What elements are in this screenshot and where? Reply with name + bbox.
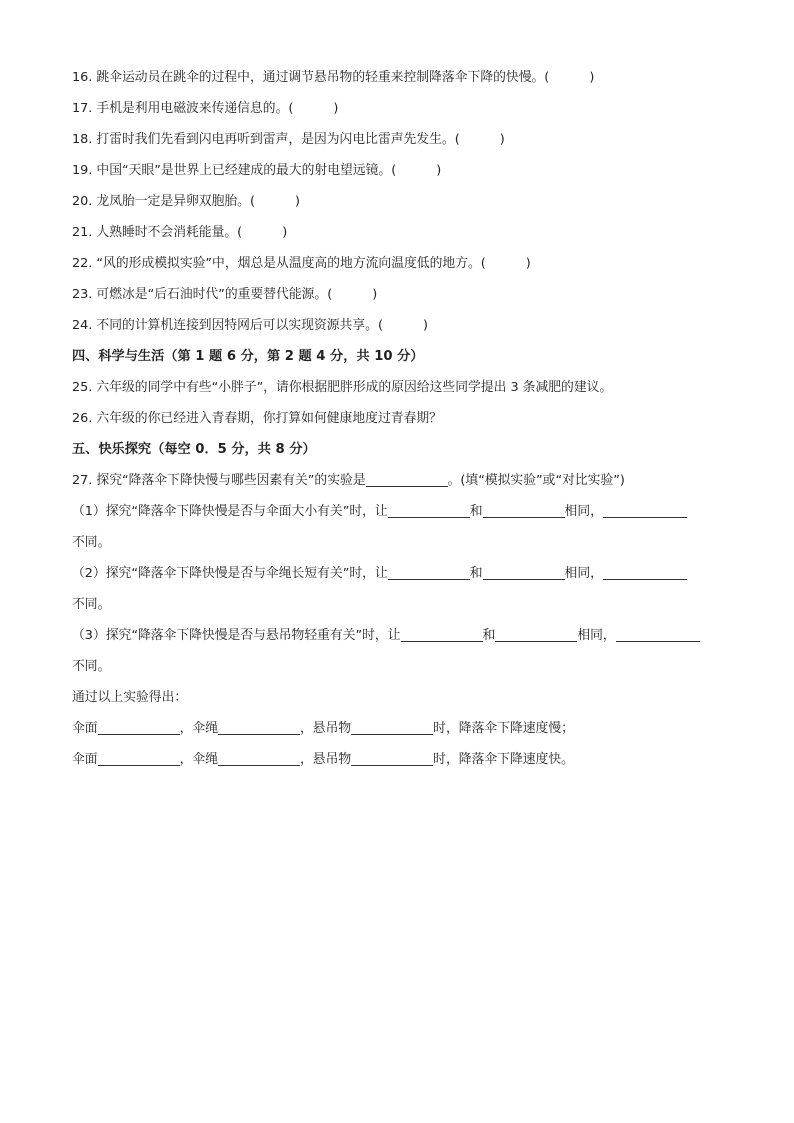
answer-paren: )	[282, 225, 288, 240]
connector-text: 和	[482, 628, 496, 643]
question-19	[72, 155, 722, 186]
question-text: 22. “风的形成模拟实验”中，烟总是从温度高的地方流向温度低的地方。(	[72, 256, 486, 271]
answer-blank[interactable]	[483, 565, 565, 580]
conclusion-slow	[72, 713, 722, 744]
question-text: （3）探究“降落伞下降快慢是否与悬吊物轻重有关”时，让	[72, 628, 401, 643]
answer-blank[interactable]	[603, 503, 687, 518]
answer-blank[interactable]	[98, 751, 180, 766]
sub-question-3	[72, 620, 722, 651]
answer-paren: )	[436, 163, 442, 178]
question-text: 18. 打雷时我们先看到闪电再听到雷声，是因为闪电比雷声先发生。(	[72, 132, 460, 147]
section-4-heading: 四、科学与生活（第 1 题 6 分，第 2 题 4 分，共 10 分）	[72, 349, 424, 364]
question-27	[72, 465, 722, 496]
conclusion-text: 时，降落伞下降速度快。	[433, 752, 574, 767]
answer-blank[interactable]	[483, 503, 565, 518]
question-26: 26. 六年级的你已经进入青春期，你打算如何健康地度过青春期？	[72, 411, 442, 426]
connector-text: 相同，	[564, 566, 603, 581]
connector-text: 相同，	[577, 628, 616, 643]
sub-question-2	[72, 558, 722, 589]
sub-question-3-end: 不同。	[72, 659, 111, 674]
answer-blank[interactable]	[351, 720, 433, 735]
answer-paren: )	[589, 70, 595, 85]
question-text: 17. 手机是利用电磁波来传递信息的。(	[72, 101, 294, 116]
answer-blank[interactable]	[388, 503, 470, 518]
question-text: 23. 可燃冰是“后石油时代”的重要替代能源。(	[72, 287, 333, 302]
answer-paren: )	[499, 132, 505, 147]
answer-paren: )	[333, 101, 339, 116]
question-25: 25. 六年级的同学中有些“小胖子”，请你根据肥胖形成的原因给这些同学提出 3 条减肥的建议。	[72, 380, 613, 395]
question-text: （1）探究“降落伞下降快慢是否与伞面大小有关”时，让	[72, 504, 388, 519]
conclusion-fast	[72, 744, 722, 775]
question-text: 16. 跳伞运动员在跳伞的过程中，通过调节悬吊物的轻重来控制降落伞下降的快慢。(	[72, 70, 550, 85]
sub-question-1	[72, 496, 722, 527]
question-text: 19. 中国“天眼”是世界上已经建成的最大的射电望远镜。(	[72, 163, 397, 178]
connector-text: 相同，	[564, 504, 603, 519]
answer-paren: )	[294, 194, 300, 209]
answer-blank[interactable]	[401, 627, 483, 642]
conclusion-intro: 通过以上实验得出：	[72, 690, 188, 705]
connector-text: 和	[469, 504, 483, 519]
answer-blank[interactable]	[351, 751, 433, 766]
exam-page	[72, 62, 722, 775]
conclusion-text: ，悬吊物	[299, 721, 352, 736]
answer-paren: )	[525, 256, 531, 271]
question-text: 27. 探究“降落伞下降快慢与哪些因素有关”的实验是	[72, 473, 366, 488]
answer-blank[interactable]	[603, 565, 687, 580]
answer-paren: )	[372, 287, 378, 302]
question-text: 。(填“模拟实验”或“对比实验”)	[447, 473, 625, 488]
conclusion-text: 伞面	[72, 721, 98, 736]
question-22	[72, 248, 722, 279]
conclusion-text: ，伞绳	[179, 752, 218, 767]
sub-question-1-end: 不同。	[72, 535, 111, 550]
conclusion-text: 伞面	[72, 752, 98, 767]
answer-blank[interactable]	[388, 565, 470, 580]
question-text: （2）探究“降落伞下降快慢是否与伞绳长短有关”时，让	[72, 566, 388, 581]
answer-blank[interactable]	[218, 720, 300, 735]
question-text: 20. 龙凤胎一定是异卵双胞胎。(	[72, 194, 255, 209]
question-23	[72, 279, 722, 310]
conclusion-text: ，悬吊物	[299, 752, 352, 767]
question-20	[72, 186, 722, 217]
question-16	[72, 62, 722, 93]
sub-question-2-end: 不同。	[72, 597, 111, 612]
section-5-heading: 五、快乐探究（每空 0．5 分，共 8 分）	[72, 442, 316, 457]
answer-blank[interactable]	[616, 627, 700, 642]
question-24	[72, 310, 722, 341]
answer-blank[interactable]	[495, 627, 577, 642]
question-17	[72, 93, 722, 124]
connector-text: 和	[469, 566, 483, 581]
question-18	[72, 124, 722, 155]
question-text: 21. 人熟睡时不会消耗能量。(	[72, 225, 243, 240]
conclusion-text: 时，降落伞下降速度慢；	[433, 721, 574, 736]
answer-blank[interactable]	[218, 751, 300, 766]
answer-paren: )	[422, 318, 428, 333]
question-21	[72, 217, 722, 248]
answer-blank[interactable]	[98, 720, 180, 735]
question-text: 24. 不同的计算机连接到因特网后可以实现资源共享。(	[72, 318, 383, 333]
answer-blank[interactable]	[366, 472, 448, 487]
conclusion-text: ，伞绳	[179, 721, 218, 736]
